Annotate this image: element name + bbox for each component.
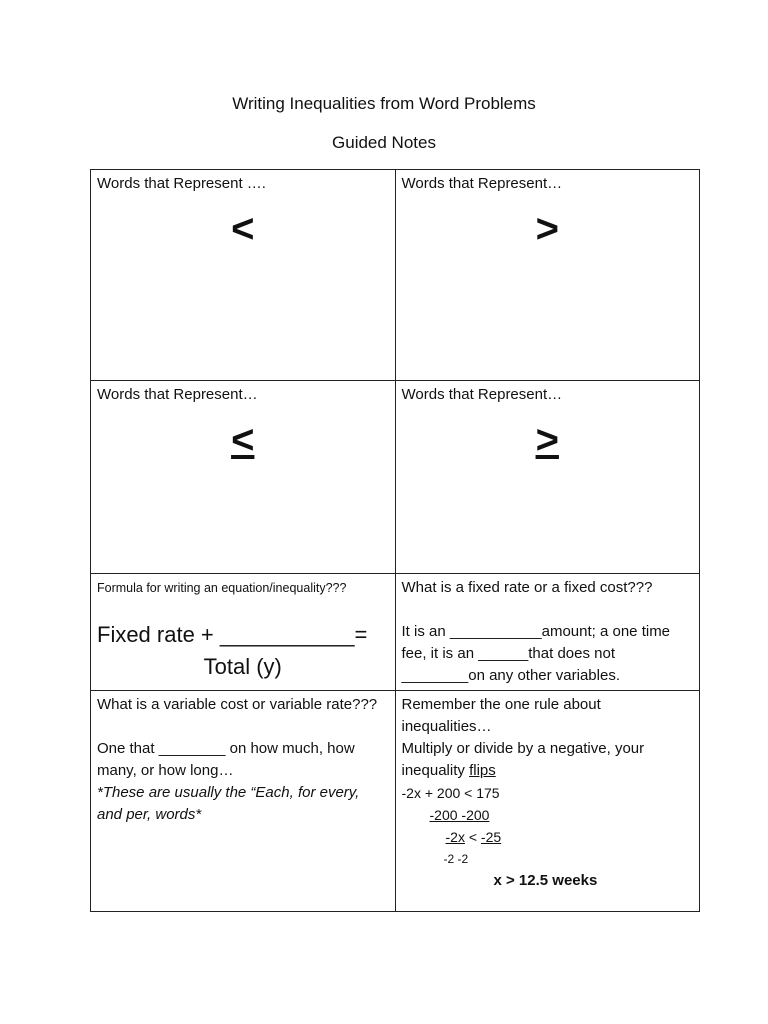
cell-variable-cost — [91, 691, 396, 912]
formula-line-1: Fixed rate + ___________= — [97, 622, 368, 647]
example-step-1: -2x + 200 < 175 — [401, 785, 500, 801]
variable-cost-answer: One that ________ on how much, how many, or how long… — [97, 740, 355, 779]
greater-than-symbol: > — [535, 207, 559, 251]
cell-less-equal — [91, 381, 396, 574]
cell-inequality-rule — [395, 691, 700, 912]
cell-label: Words that Represent… — [97, 386, 258, 403]
cell-formula — [91, 574, 396, 691]
formula-line-2: Total (y) — [203, 654, 282, 679]
cell-label: Words that Represent …. — [97, 175, 266, 192]
cell-greater-than — [395, 170, 700, 381]
example-step-3: -2x < -25 — [445, 829, 502, 845]
cell-less-than — [91, 170, 396, 381]
rule-emphasis: flips — [469, 762, 496, 779]
rule-text: Multiply or divide by a negative, your inequality flips — [401, 740, 645, 779]
example-step-2: -200 -200 — [429, 807, 490, 823]
notes-table — [90, 169, 700, 912]
cell-greater-equal — [395, 381, 700, 574]
example-step-4: -2 -2 — [443, 852, 469, 866]
variable-cost-note: *These are usually the “Each, for every, and per, words* — [97, 784, 360, 823]
cell-label: Words that Represent… — [401, 175, 563, 192]
cell-label: Words that Represent… — [401, 386, 563, 403]
less-equal-symbol: < — [231, 418, 255, 462]
fixed-rate-question: What is a fixed rate or a fixed cost??? — [401, 579, 653, 596]
page-title: Writing Inequalities from Word Problems — [232, 94, 536, 113]
rule-intro: Remember the one rule about inequalities… — [401, 696, 601, 735]
page-subtitle: Guided Notes — [332, 133, 436, 152]
greater-equal-symbol: > — [535, 418, 559, 462]
fixed-rate-answer: It is an ___________amount; a one time fee, it is an ______that does not ________on any other variables. — [401, 623, 671, 684]
example-answer: x > 12.5 weeks — [493, 872, 598, 889]
variable-cost-question: What is a variable cost or variable rate??? — [97, 696, 378, 713]
cell-fixed-rate — [395, 574, 700, 691]
formula-question: Formula for writing an equation/inequality??? — [97, 581, 347, 595]
less-than-symbol: < — [231, 207, 255, 251]
